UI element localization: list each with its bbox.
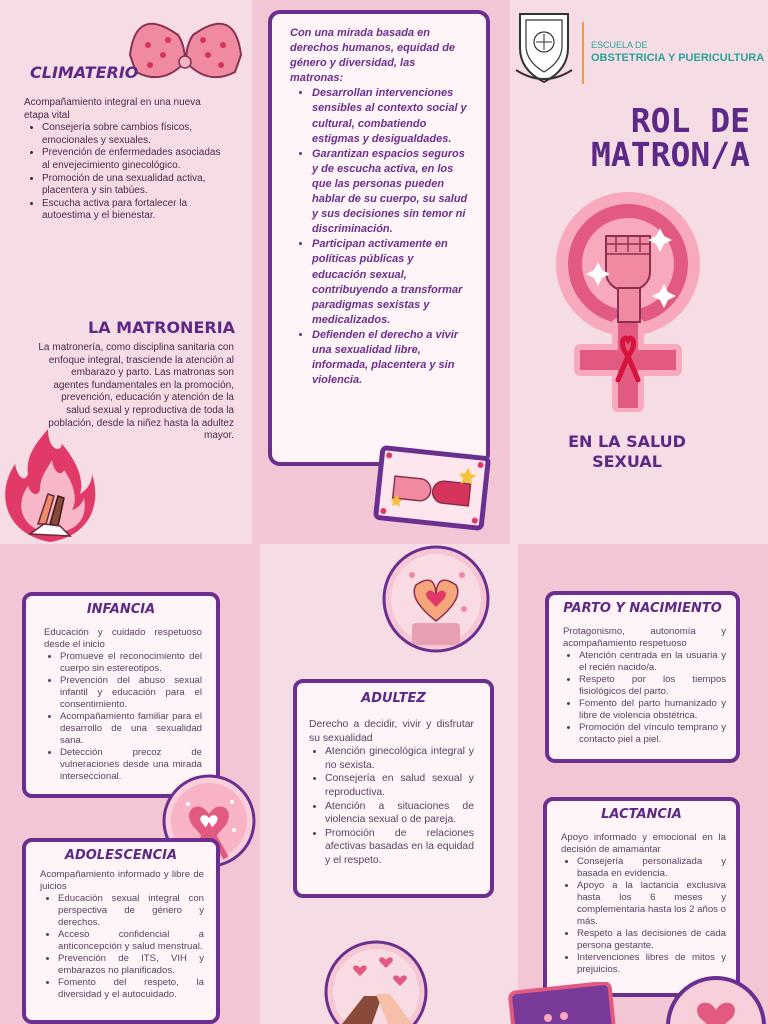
cover-subtitle-line1: EN LA SALUD (568, 432, 686, 451)
cover-title (530, 101, 750, 174)
school-line1: ESCUELA DE (591, 40, 648, 50)
adultez-body (309, 718, 474, 868)
list-item: • Acompañamiento familiar para el desarrollo de una sexualidad sana. (60, 711, 202, 747)
heart-hands-icon (382, 545, 490, 653)
school-name (591, 40, 764, 64)
adultez-title: ADULTEZ (361, 691, 426, 706)
list-item: • Promoción del vínculo temprano y contacto piel a piel. (579, 722, 726, 746)
list-item: • Acceso confidencial a anticoncepción y salud menstrual. (58, 929, 204, 953)
infancia-card (22, 592, 220, 798)
adolescencia-body (40, 869, 204, 1001)
list-item: • Atención centrada en la usuaria y el recién nacido/a. (579, 650, 726, 674)
adolescencia-intro: Acompañamiento informado y libre de juicios (40, 869, 204, 892)
parto-intro: Protagonismo, autonomía y acompañamiento respetuoso (563, 626, 726, 649)
list-item: • Desarrollan intervenciones sensibles al contexto social y cultural, combatiendo estigmas y desigualdades. (312, 86, 468, 146)
heart-icon (664, 974, 768, 1024)
crest-icon (512, 8, 576, 84)
fire-hands-icon (0, 424, 100, 544)
climaterio-list (24, 122, 224, 223)
list-item: • Consejería sobre cambios físicos, emocionales y sexuales. (42, 122, 224, 147)
cover-title-line1: ROL DE (630, 101, 750, 140)
decorative-card-icon (508, 982, 618, 1024)
school-divider (582, 22, 584, 84)
list-item: • Fomento del respeto, la diversidad y el autocuidado. (58, 977, 204, 1001)
rights-intro: Con una mirada basada en derechos humanos, equidad de género y diversidad, las matronas: (290, 27, 456, 85)
lactancia-intro: Apoyo informado y emocional en la decisión de amamantar (561, 832, 726, 855)
parto-card (545, 591, 740, 763)
climaterio-intro: Acompañamiento integral en una nueva etapa vital (24, 97, 201, 121)
matroneria-body: La matronería, como disciplina sanitaria con enfoque integral, trasciende la atención al embarazo y parto. Las matronas son agentes fundamentales en la promoción, prevención, educación y atención de la salud sexual y reproductiva de toda la población, desde la niñez hasta la adultez mayor. (38, 342, 234, 442)
infancia-body (44, 627, 202, 783)
lactancia-list (561, 856, 726, 976)
fists-bump-icon (372, 444, 491, 531)
list-item: • Intervenciones libres de mitos y prejuicios. (577, 952, 726, 976)
list-item: • Defienden el derecho a vivir una sexualidad libre, informada, placentera y sin violencia. (312, 328, 468, 388)
lactancia-title: LACTANCIA (601, 807, 682, 822)
list-item: • Participan activamente en políticas públicas y educación sexual, contribuyendo a transformar paradigmas sexistas y medicalizados. (312, 237, 468, 328)
list-item: • Fomento del parto humanizado y libre de violencia obstétrica. (579, 698, 726, 722)
list-item: • Promoción de relaciones afectivas basadas en la equidad y el respeto. (325, 827, 474, 868)
school-line2: OBSTETRICIA Y PUERICULTURA (591, 52, 765, 64)
list-item: • Garantizan espacios seguros y de escucha activa, en los que las personas pueden hablar de su cuerpo, su salud y sus decisiones sin temor ni discriminación. (312, 147, 468, 238)
list-item: • Educación sexual integral con perspectiva de género y derechos. (58, 893, 204, 929)
climaterio-title: CLIMATERIO (30, 63, 139, 82)
list-item: • Escucha activa para fortalecer la autoestima y el bienestar. (42, 198, 224, 223)
rights-card-content (290, 26, 468, 388)
parto-title: PARTO Y NACIMIENTO (563, 601, 722, 616)
list-item: • Detección precoz de vulneraciones desde una mirada interseccional. (60, 747, 202, 783)
infancia-list (44, 651, 202, 783)
parto-list (563, 650, 726, 746)
list-item: • Prevención del abuso sexual infantil y educación para el consentimiento. (60, 675, 202, 711)
adultez-intro: Derecho a decidir, vivir y disfrutar su sexualidad (309, 719, 474, 744)
adolescencia-card (22, 838, 220, 1024)
list-item: • Atención ginecológica integral y no sexista. (325, 745, 474, 772)
adolescencia-title: ADOLESCENCIA (64, 848, 178, 863)
infancia-title: INFANCIA (86, 602, 156, 617)
list-item: • Consejería en salud sexual y reproductiva. (325, 772, 474, 799)
list-item: • Respeto por los tiempos fisiológicos del parto. (579, 674, 726, 698)
list-item: • Atención a situaciones de violencia sexual o de pareja. (325, 800, 474, 827)
adolescencia-list (40, 893, 204, 1001)
parto-body (563, 626, 726, 746)
adultez-card (293, 679, 494, 898)
rights-list (290, 86, 468, 388)
lactancia-body (561, 832, 726, 976)
list-item: • Prevención de enfermedades asociadas al envejecimiento ginecológico. (42, 147, 224, 172)
list-item: • Promueve el reconocimiento del cuerpo sin estereotipos. (60, 651, 202, 675)
list-item: • Promoción de una sexualidad activa, placentera y sin tabúes. (42, 173, 224, 198)
holding-hands-icon (324, 938, 428, 1024)
climaterio-section (24, 97, 224, 223)
matroneria-title: LA MATRONERIA (88, 318, 236, 337)
cover-subtitle-line2: SEXUAL (592, 452, 662, 471)
list-item: • Consejería personalizada y basada en evidencia. (577, 856, 726, 880)
venus-fist-icon (552, 188, 704, 416)
infancia-intro: Educación y cuidado respetuoso desde el inicio (44, 627, 202, 650)
list-item: • Prevención de ITS, VIH y embarazos no planificados. (58, 953, 204, 977)
lactancia-card (543, 797, 740, 997)
bra-icon (128, 0, 243, 88)
list-item: • Respeto a las decisiones de cada persona gestante. (577, 928, 726, 952)
cover-title-line2: MATRON/A (591, 135, 750, 174)
adultez-list (309, 745, 474, 867)
cover-subtitle (560, 432, 694, 472)
list-item: • Apoyo a la lactancia exclusiva hasta los 6 meses y complementaria hasta los 2 años o más. (577, 880, 726, 928)
